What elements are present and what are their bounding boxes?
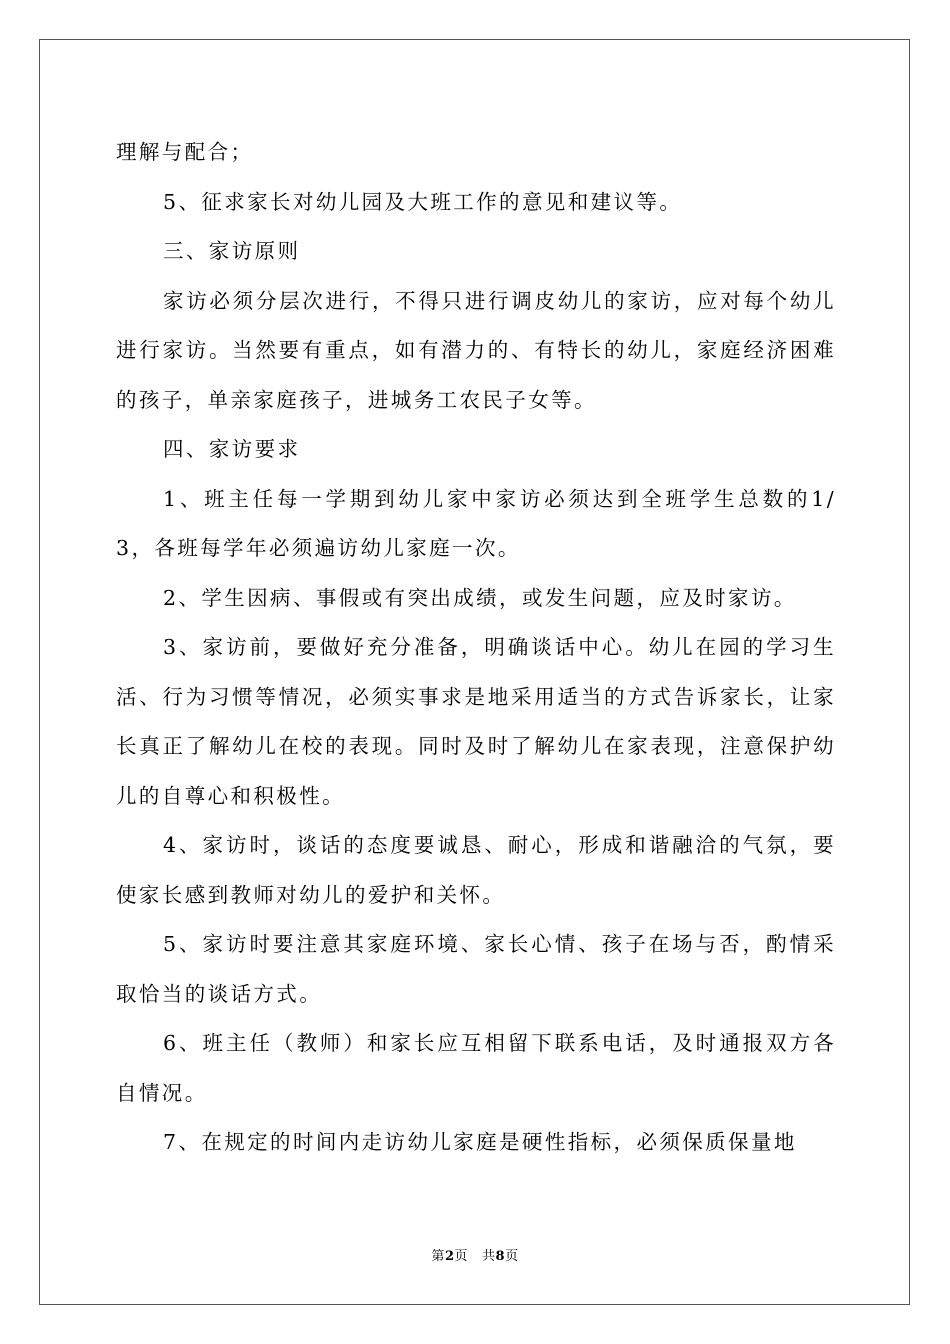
page-footer (0, 1245, 950, 1264)
page-number: 2 (444, 1249, 455, 1264)
paragraph-principles: 家访必须分层次进行，不得只进行调皮幼儿的家访，应对每个幼儿进行家访。当然要有重点，如有潜力的、有特长的幼儿，家庭经济困难的孩子，单亲家庭孩子，进城务工农民子女等。 (116, 288, 836, 412)
paragraph-requirement-7: 7、在规定的时间内走访幼儿家庭是硬性指标，必须保质保量地 (163, 1130, 797, 1154)
section-heading-principles: 三、家访原则 (163, 239, 301, 263)
page-prefix: 第 (431, 1249, 445, 1264)
paragraph-requirement-4: 4、家访时，谈话的态度要诚恳、耐心，形成和谐融洽的气氛，要使家长感到教师对幼儿的爱护和关怀。 (116, 833, 836, 907)
paragraph-requirement-1: 1、班主任每一学期到幼儿家中家访必须达到全班学生总数的1/3，各班每学年必须遍访幼儿家庭一次。 (116, 486, 836, 560)
page-suffix: 页 (454, 1249, 468, 1264)
document-body (116, 128, 836, 1168)
paragraph-requirement-6: 6、班主任（教师）和家长应互相留下联系电话，及时通报双方各自情况。 (116, 1031, 836, 1105)
paragraph-requirement-5: 5、家访时要注意其家庭环境、家长心情、孩子在场与否，酌情采取恰当的谈话方式。 (116, 932, 836, 1006)
section-heading-requirements: 四、家访要求 (163, 437, 301, 461)
paragraph-item-5: 5、征求家长对幼儿园及大班工作的意见和建议等。 (163, 189, 683, 214)
paragraph-requirement-3: 3、家访前，要做好充分准备，明确谈话中心。幼儿在园的学习生活、行为习惯等情况，必须实事求是地采用适当的方式告诉家长，让家长真正了解幼儿在校的表现。同时及时了解幼儿在家表现，注意保护幼儿的自尊心和积极性。 (116, 635, 836, 808)
total-pages: 8 (495, 1249, 506, 1264)
paragraph-requirement-2: 2、学生因病、事假或有突出成绩，或发生问题，应及时家访。 (163, 585, 797, 610)
total-prefix: 共 (482, 1249, 496, 1264)
paragraph-continuation: 理解与配合； (116, 140, 254, 164)
total-suffix: 页 (505, 1249, 519, 1264)
